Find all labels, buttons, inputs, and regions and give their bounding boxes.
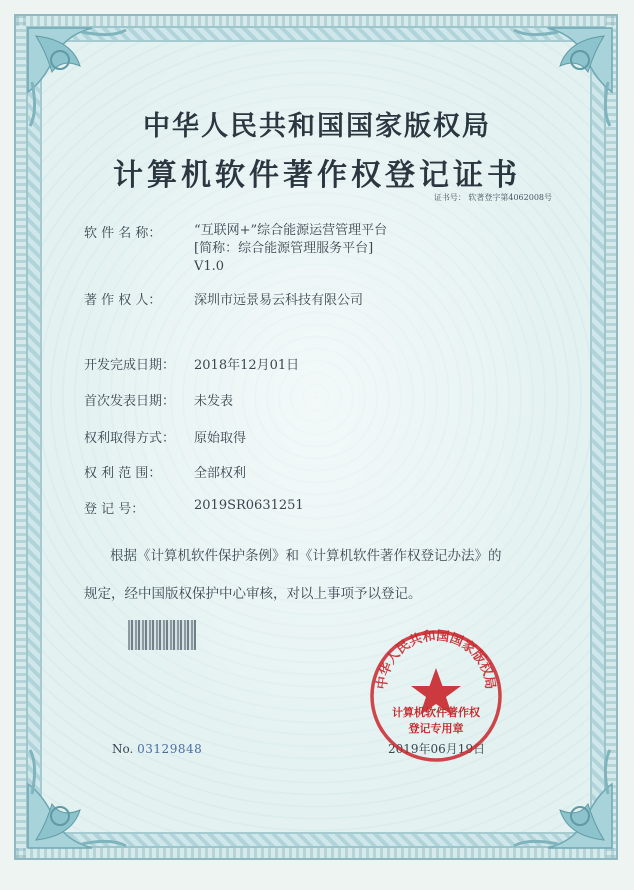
certificate-title: 计算机软件著作权登记证书 (113, 158, 521, 193)
field-value: 原始取得 (194, 431, 247, 446)
field-copyright-holder (84, 289, 363, 308)
field-value: 2019SR0631251 (194, 498, 304, 513)
serial-value: 03129848 (137, 742, 203, 756)
issuer-heading: 中华人民共和国国家版权局 (143, 111, 491, 142)
field-scope (84, 462, 246, 481)
seal-ring-text: 中华人民共和国国家版权局 (374, 628, 498, 691)
field-value: 深圳市远景易云科技有限公司 (194, 293, 364, 308)
field-completion-date (84, 354, 299, 373)
field-label: 软 件 名 称： (84, 226, 162, 241)
serial-number (112, 742, 202, 756)
software-version: V1.0 (194, 259, 225, 274)
statement-line-1: 根据《计算机软件保护条例》和《计算机软件著作权登记办法》的 (110, 548, 502, 564)
field-value: 未发表 (194, 394, 234, 409)
seal-center-line-1: 计算机软件著作权 (392, 706, 480, 719)
statement-line-2: 规定，经中国版权保护中心审核，对以上事项予以登记。 (84, 586, 422, 602)
software-short-name: [简称：综合能源管理服务平台] (194, 241, 374, 256)
serial-label: No. (112, 742, 134, 756)
seal-center-line-2: 登记专用章 (408, 722, 464, 735)
field-value (194, 222, 387, 276)
field-registration (84, 498, 304, 517)
field-acquisition (84, 427, 246, 446)
certificate-number: 证书号： 软著登字第4062008号 (433, 193, 552, 202)
field-label: 权利取得方式： (84, 431, 176, 446)
field-value: 2018年12月01日 (194, 358, 300, 373)
field-label: 著 作 权 人： (84, 293, 162, 308)
field-first-publication (84, 390, 233, 409)
field-software-name (84, 222, 387, 276)
field-value: 全部权利 (194, 466, 247, 481)
official-seal-icon (366, 626, 506, 766)
software-name: “互联网+”综合能源运营管理平台 (194, 223, 388, 238)
field-label: 首次发表日期： (84, 394, 176, 409)
barcode-icon (128, 620, 196, 650)
issue-date: 2019年06月19日 (388, 742, 486, 756)
field-label: 开发完成日期： (84, 358, 176, 373)
field-label: 登 记 号： (84, 502, 145, 517)
field-label: 权 利 范 围： (84, 466, 162, 481)
